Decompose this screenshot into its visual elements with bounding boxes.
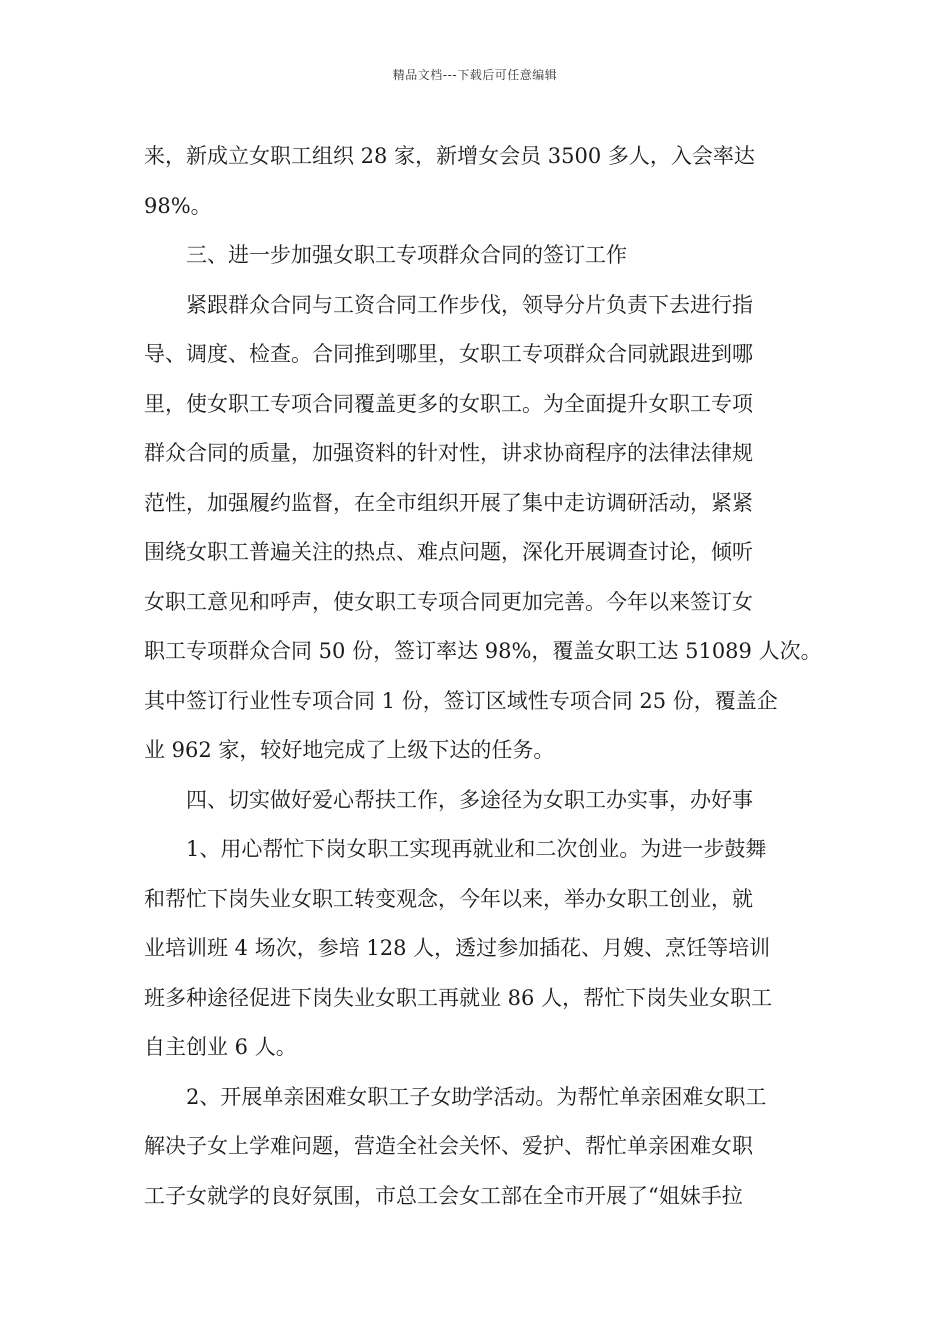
section-heading: 三、进一步加强女职工专项群众合同的签订工作: [186, 243, 627, 267]
paragraph-start-line: 2、开展单亲困难女职工子女助学活动。为帮忙单亲困难女职工: [186, 1084, 767, 1109]
text-line: 业培训班 4 场次，参培 128 人，透过参加插花、月嫂、烹饪等培训: [144, 936, 771, 960]
text-line: 业 962 家，较好地完成了上级下达的任务。: [144, 738, 555, 762]
section-heading: 四、切实做好爱心帮扶工作，多途径为女职工办实事，办好事: [186, 787, 753, 812]
text-line: 98%。: [144, 193, 212, 218]
paragraph-start-line: 1、用心帮忙下岗女职工实现再就业和二次创业。为进一步鼓舞: [186, 837, 767, 861]
text-line: 女职工意见和呼声，使女职工专项合同更加完善。今年以来签订女: [144, 589, 753, 614]
text-line: 其中签订行业性专项合同 1 份，签订区域性专项合同 25 份，覆盖企: [144, 688, 778, 713]
text-line: 里，使女职工专项合同覆盖更多的女职工。为全面提升女职工专项: [144, 391, 753, 416]
paragraph-start-line: 紧跟群众合同与工资合同工作步伐，领导分片负责下去进行指: [186, 292, 753, 317]
text-line: 工子女就学的良好氛围，市总工会女工部在全市开展了“姐妹手拉: [144, 1183, 743, 1208]
text-line: 班多种途径促进下岗失业女职工再就业 86 人，帮忙下岗失业女职工: [144, 985, 773, 1010]
text-line: 导、调度、检查。合同推到哪里，女职工专项群众合同就跟进到哪: [144, 342, 753, 366]
text-line: 范性，加强履约监督，在全市组织开展了集中走访调研活动，紧紧: [144, 490, 753, 515]
text-line: 自主创业 6 人。: [144, 1035, 297, 1059]
text-line: 和帮忙下岗失业女职工转变观念，今年以来，举办女职工创业，就: [144, 886, 753, 911]
text-line: 围绕女职工普遍关注的热点、难点问题，深化开展调查讨论，倾听: [144, 540, 753, 564]
text-line: 群众合同的质量，加强资料的针对性，讲求协商程序的法律法律规: [144, 441, 753, 465]
text-line: 职工专项群众合同 50 份，签订率达 98%，覆盖女职工达 51089 人次。: [144, 639, 822, 663]
page-header: 精品文档---下载后可任意编辑: [392, 68, 558, 82]
text-line: 来，新成立女职工组织 28 家，新增女会员 3500 多人，入会率达: [144, 144, 755, 168]
document-body: [144, 132, 822, 1221]
text-line: 解决子女上学难问题，营造全社会关怀、爱护、帮忙单亲困难女职: [144, 1134, 753, 1158]
